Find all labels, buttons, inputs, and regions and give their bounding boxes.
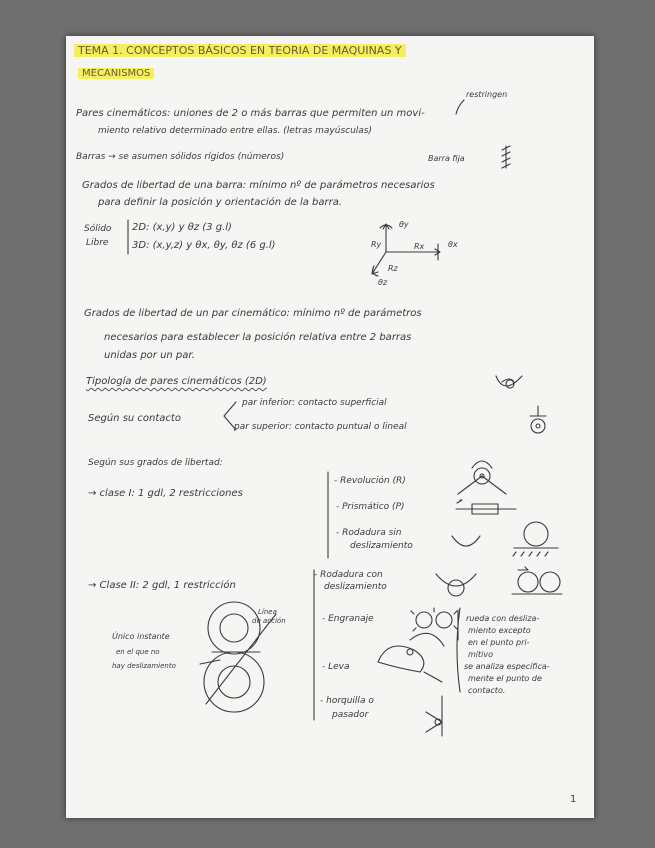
deslizamiento-2-label: deslizamiento (324, 582, 387, 592)
page-number: 1 (570, 794, 577, 805)
rodadura-con-label: - Rodadura con (314, 570, 383, 580)
clase-1: → clase I: 1 gdl, 2 restricciones (88, 488, 243, 499)
axis-theta-x: θx (448, 240, 458, 249)
unico-line-3: hay deslizamiento (112, 662, 176, 670)
rueda-note-3: en el punto pri- (468, 638, 530, 647)
brace-contacto (224, 402, 236, 430)
solido-label: Sólido (84, 224, 112, 234)
revolucion-sketch (458, 461, 506, 494)
title-line-2: MECANISMOS (78, 68, 154, 79)
clase-2: → Clase II: 2 gdl, 1 restricción (88, 580, 236, 591)
segun-contacto: Según su contacto (88, 413, 181, 424)
linea-label-1: Línea (258, 608, 277, 616)
engranaje-label: - Engranaje (322, 614, 374, 624)
row-2d: 2D: (x,y) y θz (3 g.l) (132, 222, 232, 233)
axis-rz: Rz (388, 264, 398, 273)
rodadura-con-sketch (436, 567, 562, 596)
unico-line-1: Único instante (112, 632, 170, 641)
revolucion-label: - Revolución (R) (334, 476, 406, 486)
par-inferior-sketch (496, 376, 522, 388)
linea-label-2: de acción (252, 617, 286, 625)
rueda-note-4: mitivo (468, 650, 494, 659)
axis-rx: Rx (414, 242, 425, 251)
gdl-par-line-2: necesarios para establecer la posición relativa entre 2 barras (104, 332, 412, 343)
gdl-par-line-1: Grados de libertad de un par cinemático: mínimo nº de parámetros (84, 308, 422, 319)
barra-fija-label: Barra fija (428, 154, 465, 163)
axis-theta-z: θz (378, 278, 388, 287)
horquilla-sketch (426, 696, 442, 736)
deslizamiento-label: deslizamiento (350, 541, 413, 551)
rueda-note-1: rueda con desliza- (466, 614, 540, 623)
notebook-page (66, 36, 594, 818)
title-line-1: TEMA 1. CONCEPTOS BÁSICOS EN TEORIA DE MAQUINAS Y (74, 44, 406, 57)
row-3d: 3D: (x,y,z) y θx, θy, θz (6 g.l) (132, 240, 276, 251)
gdl-barra-line-2: para definir la posición y orientación de la barra. (98, 197, 343, 208)
prismatico-label: - Prismático (P) (336, 502, 405, 512)
pares-line-1: Pares cinemáticos: uniones de 2 o más barras que permiten un movi- (76, 108, 425, 119)
gdl-barra-line-1: Grados de libertad de una barra: mínimo nº de parámetros necesarios (82, 180, 435, 191)
axes-3d-sketch (372, 224, 440, 276)
rueda-note-5: se analiza específica- (464, 662, 550, 671)
pares-line-2: miento relativo determinado entre ellas. (letras mayúsculas) (98, 126, 373, 136)
axis-theta-y: θy (399, 220, 409, 229)
rueda-note-2: miento excepto (468, 626, 531, 635)
gdl-par-line-3: unidas por un par. (104, 350, 195, 361)
grados-heading: Según sus grados de libertad: (88, 458, 223, 468)
barras-text: Barras → se asumen sólidos rígidos (números) (76, 152, 285, 162)
par-superior-sketch (530, 406, 546, 433)
leva-label: - Leva (322, 662, 350, 672)
par-inferior: par inferior: contacto superficial (242, 398, 387, 408)
sketches (66, 36, 594, 818)
axis-ry: Ry (371, 240, 382, 249)
barra-fija-icon (502, 146, 510, 168)
rodadura-label: - Rodadura sin (336, 528, 402, 538)
rueda-note-6: mente el punto de (468, 674, 542, 683)
horquilla-label: - horquilla o (320, 696, 374, 706)
leva-sketch (378, 633, 444, 682)
rueda-note-7: contacto. (468, 686, 506, 695)
prismatico-sketch (456, 500, 516, 514)
restringen-arrow (456, 100, 464, 114)
libre-label: Libre (86, 238, 109, 248)
note-restringen: restringen (466, 90, 508, 99)
tipologia-heading: Tipología de pares cinemáticos (2D) (86, 376, 267, 387)
pasador-label: pasador (332, 710, 369, 720)
rodadura-sin-sketch (452, 522, 558, 556)
par-superior: par superior: contacto puntual o lineal (234, 422, 407, 432)
contact-circles-sketch (200, 602, 276, 712)
unico-line-2: en el que no (116, 648, 160, 656)
